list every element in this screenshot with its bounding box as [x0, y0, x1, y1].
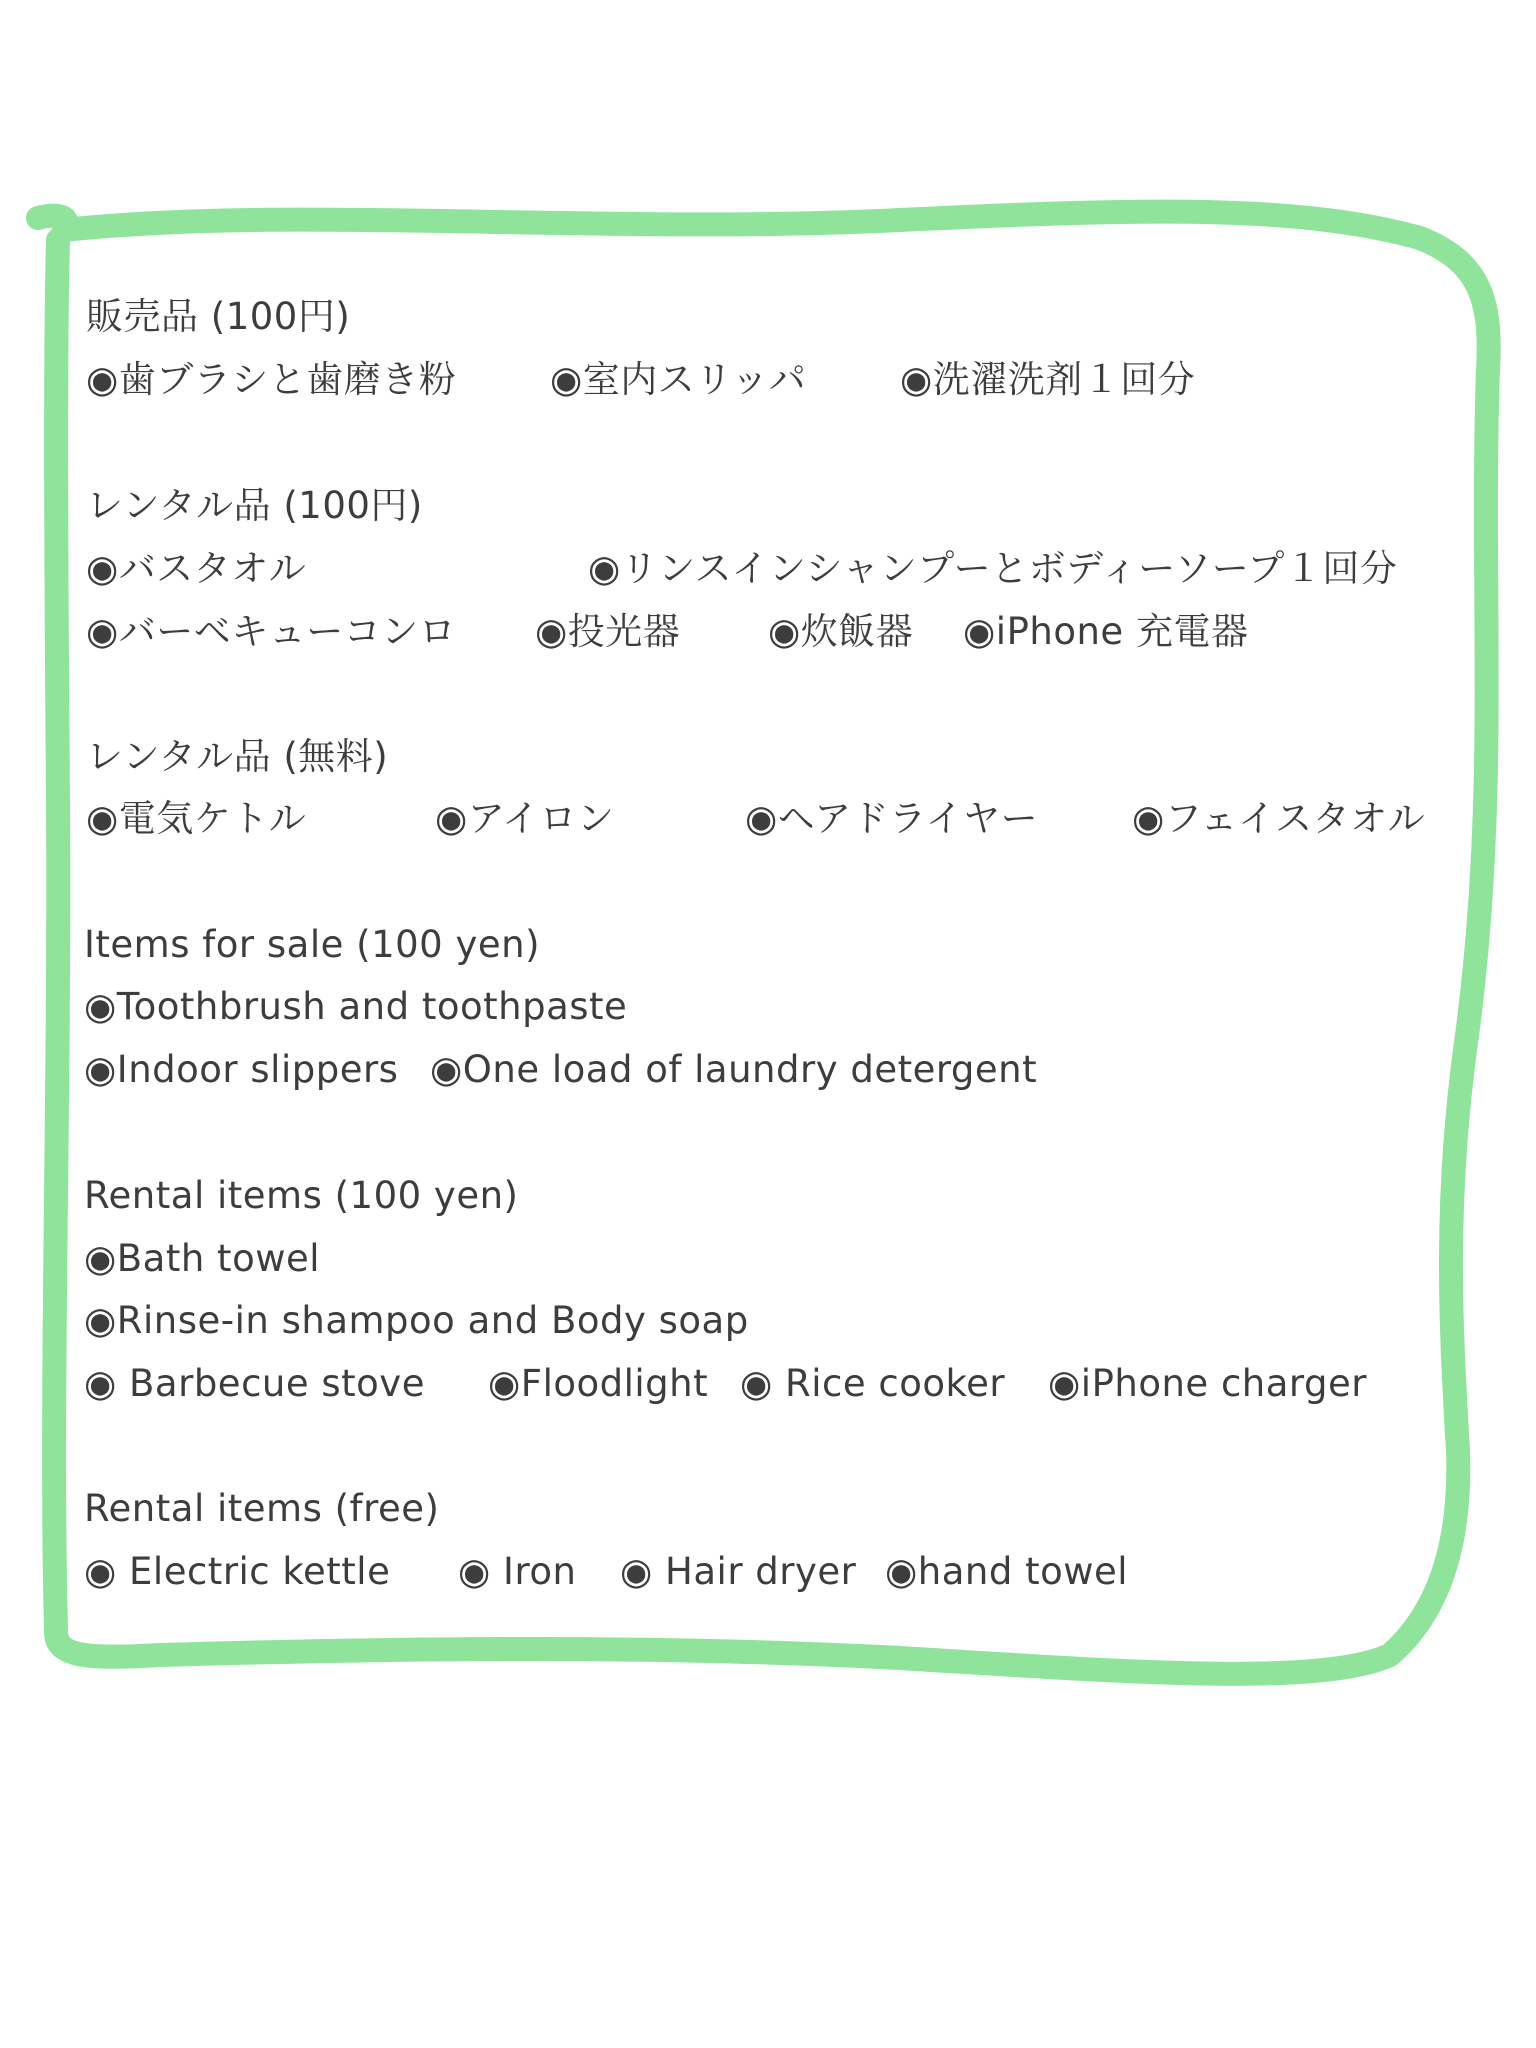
list-item: ◉ Electric kettle: [84, 1550, 391, 1593]
list-item: ◉歯ブラシと歯磨き粉: [86, 358, 457, 401]
heading-jp-rental-free: レンタル品 (無料): [86, 735, 389, 778]
list-item: ◉ Iron: [458, 1550, 577, 1593]
list-item: ◉バーベキューコンロ: [86, 610, 457, 653]
list-item: ◉One load of laundry detergent: [430, 1048, 1038, 1091]
list-item: ◉室内スリッパ: [550, 358, 807, 401]
list-item: ◉ Barbecue stove: [84, 1362, 425, 1405]
list-item: ◉ Rice cooker: [740, 1362, 1006, 1405]
list-item: ◉ヘアドライヤー: [745, 797, 1039, 840]
list-item: ◉Rinse-in shampoo and Body soap: [84, 1299, 749, 1342]
list-item: ◉hand towel: [885, 1550, 1129, 1593]
list-item: ◉投光器: [535, 610, 681, 653]
list-item: ◉iPhone 充電器: [963, 610, 1249, 653]
list-item: ◉iPhone charger: [1048, 1362, 1367, 1405]
heading-en-sale: Items for sale (100 yen): [84, 923, 541, 966]
heading-jp-rental-paid: レンタル品 (100円): [86, 484, 423, 527]
list-item: ◉Floodlight: [488, 1362, 709, 1405]
list-item: ◉電気ケトル: [86, 797, 307, 840]
heading-en-rental-paid: Rental items (100 yen): [84, 1174, 519, 1217]
list-item: ◉アイロン: [435, 797, 615, 840]
list-item: ◉Indoor slippers: [84, 1048, 399, 1091]
list-item: ◉洗濯洗剤１回分: [900, 358, 1196, 401]
list-item: ◉Bath towel: [84, 1237, 321, 1280]
list-item: ◉リンスインシャンプーとボディーソープ１回分: [588, 547, 1398, 590]
list-item: ◉ Hair dryer: [620, 1550, 857, 1593]
heading-en-rental-free: Rental items (free): [84, 1487, 440, 1530]
list-item: ◉Toothbrush and toothpaste: [84, 985, 628, 1028]
heading-jp-sale: 販売品 (100円): [86, 295, 351, 338]
list-item: ◉炊飯器: [768, 610, 914, 653]
list-item: ◉フェイスタオル: [1132, 797, 1426, 840]
list-item: ◉バスタオル: [86, 547, 307, 590]
